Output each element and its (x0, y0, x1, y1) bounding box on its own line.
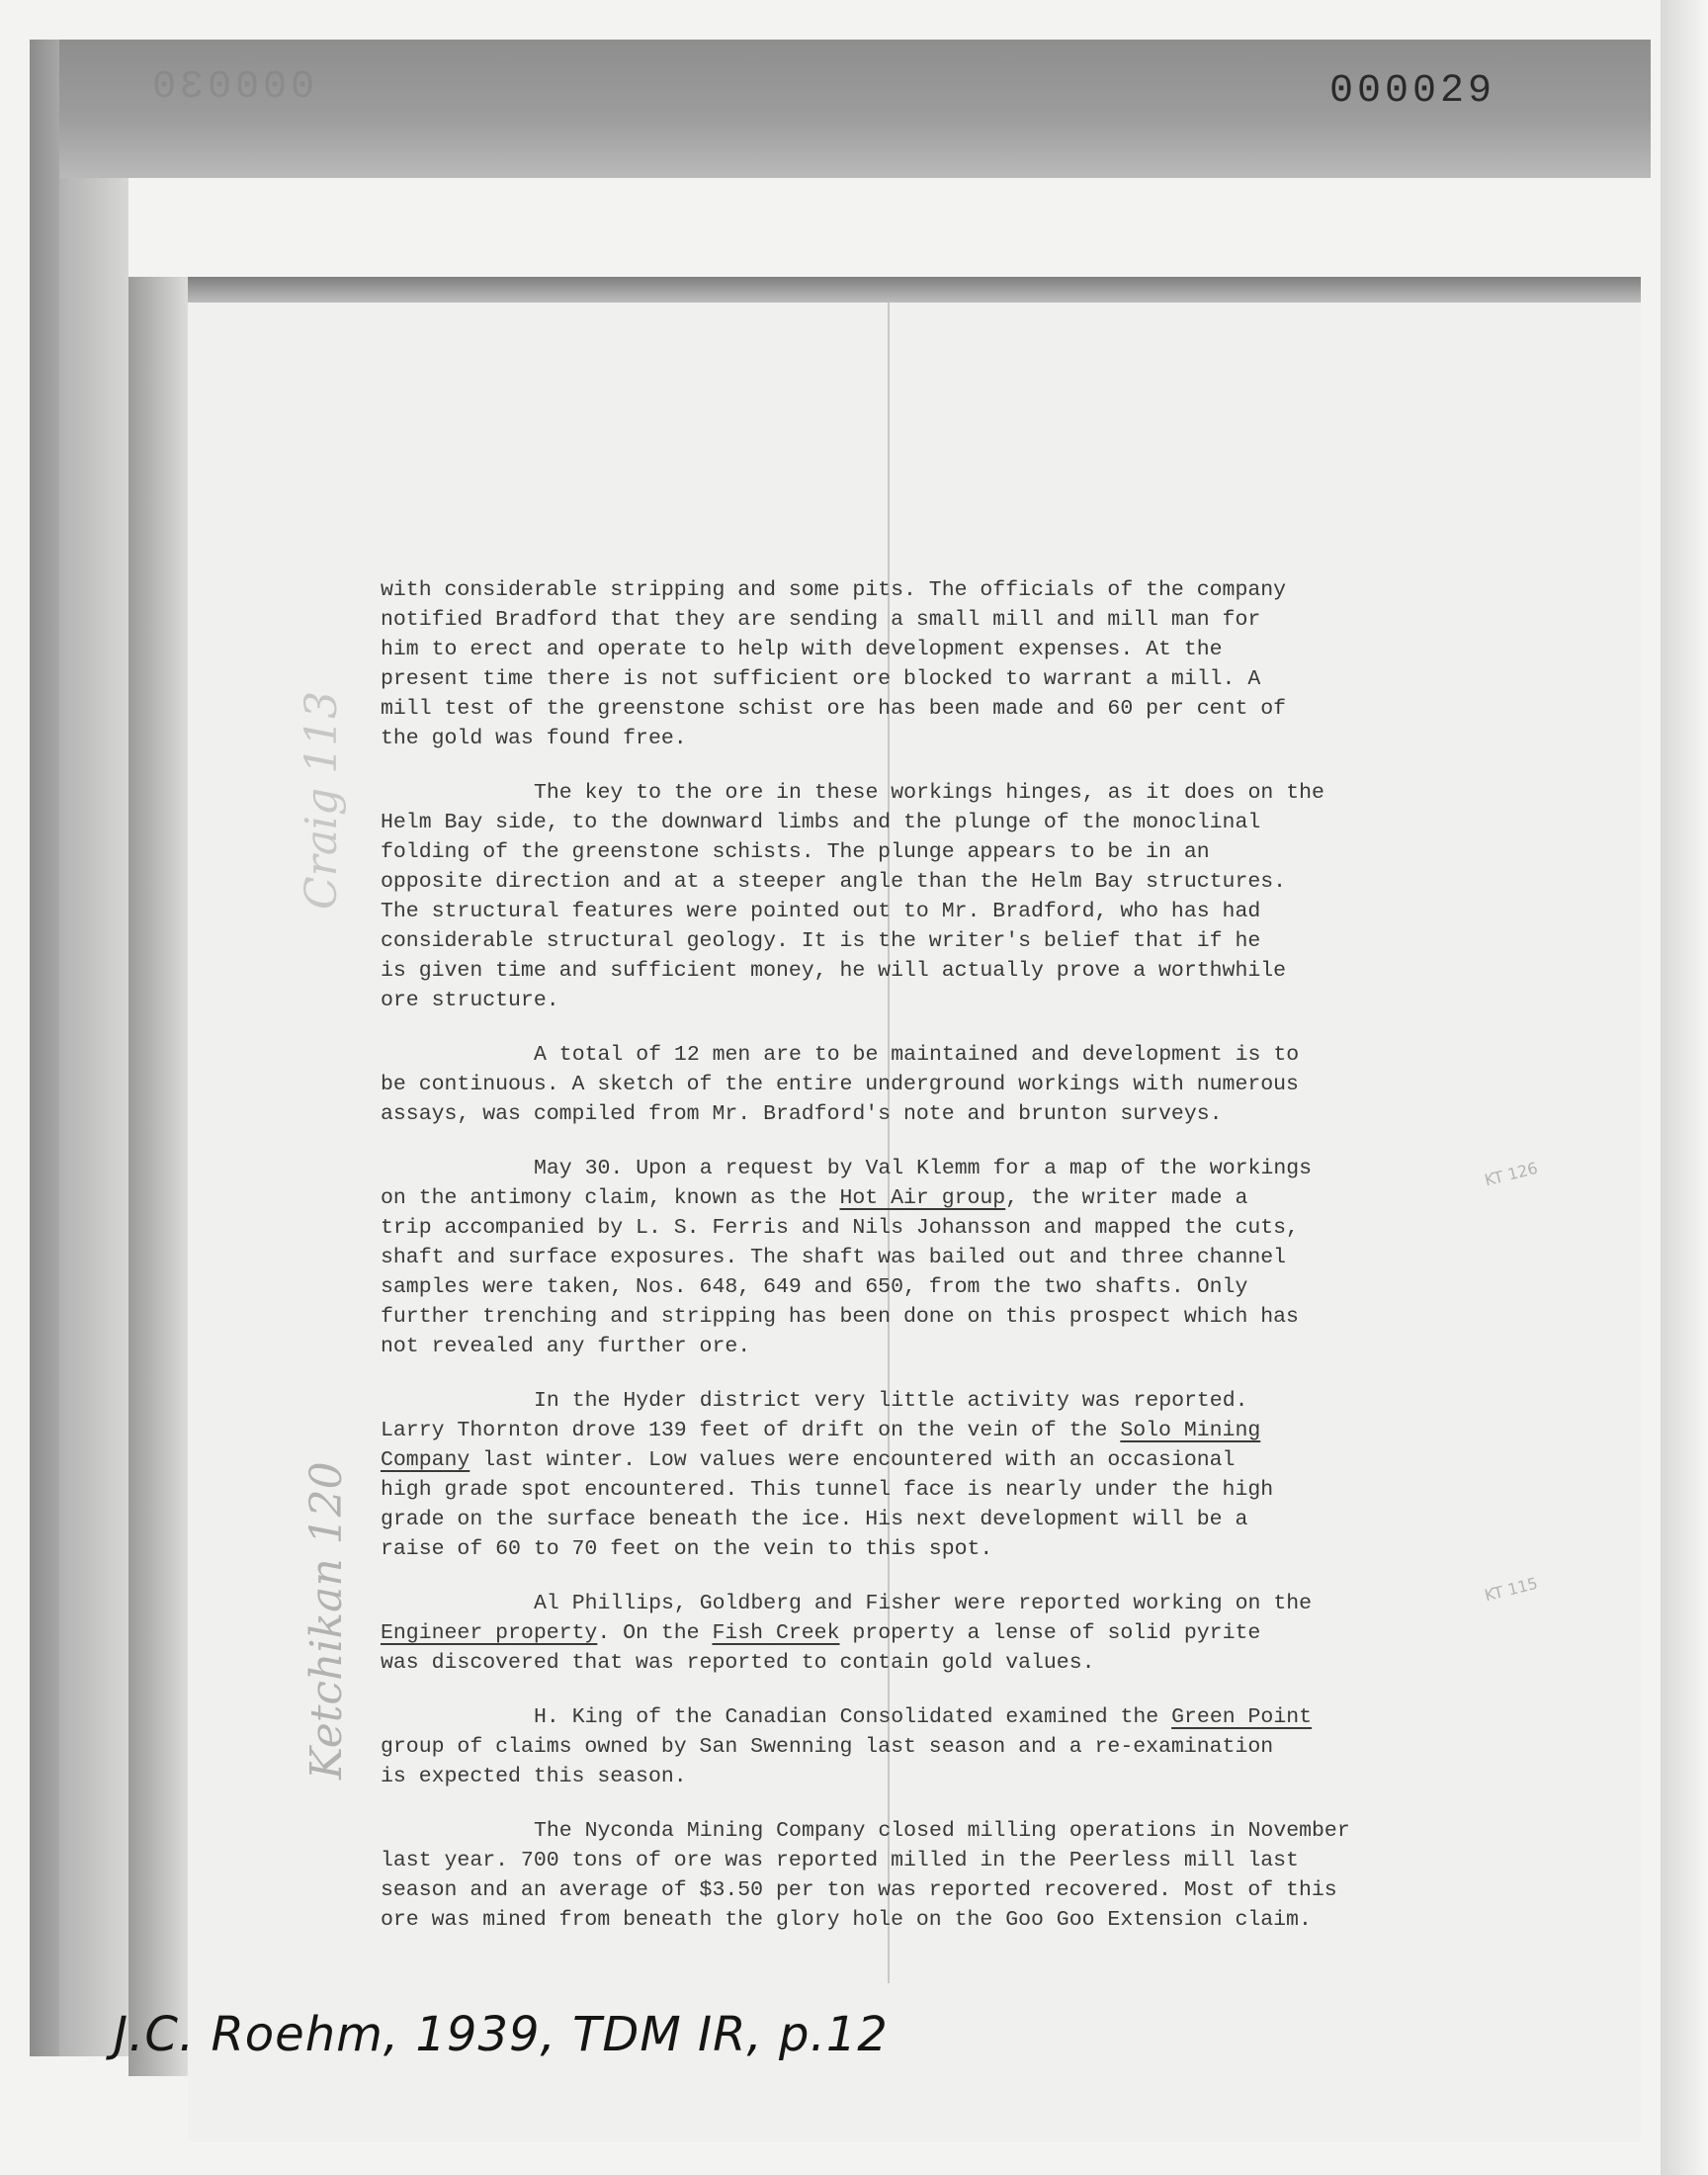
text-line: opposite direction and at a steeper angle than the Helm Bay structures. (381, 870, 1287, 894)
text-line: H. King of the Canadian Consolidated examined the (534, 1705, 1172, 1729)
text-line: present time there is not sufficient ore blocked to warrant a mill. A (381, 667, 1261, 691)
text-line: with considerable stripping and some pits. The officials of the company (381, 578, 1287, 602)
text-line: last winter. Low values were encountered with an occasional (470, 1448, 1236, 1472)
text-line: mill test of the greenstone schist ore has been made and 60 per cent of (381, 697, 1287, 721)
inner-page-top-shadow (128, 277, 1641, 303)
underlined-property-name: Green Point (1171, 1705, 1313, 1729)
text-line: Helm Bay side, to the downward limbs and the plunge of the monoclinal (381, 811, 1261, 834)
text-line: Al Phillips, Goldberg and Fisher were reported working on the (534, 1592, 1313, 1615)
text-line: In the Hyder district very little activity was reported. (534, 1389, 1248, 1413)
margin-note-craig: Craig 113 (297, 690, 347, 910)
paragraph (381, 1816, 1547, 1935)
text-line: raise of 60 to 70 feet on the vein to this spot. (381, 1537, 993, 1561)
text-line: Larry Thornton drove 139 feet of drift on the vein of the (381, 1419, 1121, 1442)
text-line: considerable structural geology. It is the writer's belief that if he (381, 929, 1261, 953)
text-line: group of claims owned by San Swenning last season and a re-examination (381, 1735, 1274, 1759)
paragraph (381, 1386, 1547, 1564)
edge-note-1: KT 126 (1483, 1158, 1540, 1190)
text-line: season and an average of $3.50 per ton was reported recovered. Most of this (381, 1878, 1337, 1902)
paragraph (381, 778, 1547, 1015)
paragraph (381, 575, 1547, 753)
text-line: property a lense of solid pyrite (839, 1621, 1261, 1645)
paragraph (381, 1040, 1547, 1129)
paragraph (381, 1154, 1547, 1361)
underlined-company-name: Solo Mining (1120, 1419, 1261, 1442)
text-line: May 30. Upon a request by Val Klemm for a map of the workings (534, 1157, 1313, 1180)
edge-note-2: KT 115 (1483, 1573, 1540, 1606)
text-line: was discovered that was reported to contain gold values. (381, 1651, 1095, 1675)
text-line: shaft and surface exposures. The shaft was bailed out and three channel (381, 1246, 1287, 1269)
text-line: the gold was found free. (381, 727, 687, 750)
text-line: grade on the surface beneath the ice. His next development will be a (381, 1508, 1248, 1531)
text-line: . On the (597, 1621, 713, 1645)
text-line: ore structure. (381, 989, 559, 1012)
text-line: is given time and sufficient money, he will actually prove a worthwhile (381, 959, 1287, 983)
margin-note-ketchikan: Ketchikan 120 (301, 1461, 352, 1780)
text-line: ore was mined from beneath the glory hole on the Goo Goo Extension claim. (381, 1908, 1312, 1932)
text-line: A total of 12 men are to be maintained and development is to (534, 1043, 1300, 1067)
page-number: 000029 (1329, 69, 1496, 114)
inner-page-left-shadow (128, 277, 188, 2076)
text-line: him to erect and operate to help with development expenses. At the (381, 638, 1223, 661)
ghost-page-number: 000030 (148, 65, 315, 110)
scan-right-edge (1661, 0, 1708, 2175)
text-line: The key to the ore in these workings hinges, as it does on the (534, 781, 1324, 805)
text-line: last year. 700 tons of ore was reported milled in the Peerless mill last (381, 1849, 1299, 1872)
text-line: further trenching and stripping has been done on this prospect which has (381, 1305, 1299, 1329)
underlined-property-name: Engineer property (381, 1621, 598, 1645)
underlined-property-name: Hot Air group (839, 1186, 1006, 1210)
underlined-company-name: Company (381, 1448, 470, 1472)
text-line: on the antimony claim, known as the (381, 1186, 840, 1210)
text-line: assays, was compiled from Mr. Bradford's note and brunton surveys. (381, 1102, 1223, 1126)
underlined-property-name: Fish Creek (712, 1621, 840, 1645)
paragraph (381, 1702, 1547, 1791)
text-line: The Nyconda Mining Company closed milling operations in November (534, 1819, 1350, 1843)
text-line: notified Bradford that they are sending a small mill and mill man for (381, 608, 1261, 632)
text-line: trip accompanied by L. S. Ferris and Nils Johansson and mapped the cuts, (381, 1216, 1299, 1240)
text-line: is expected this season. (381, 1765, 687, 1788)
report-body (381, 575, 1547, 1959)
text-line: not revealed any further ore. (381, 1335, 751, 1358)
handwritten-citation: J.C. Roehm, 1939, TDM IR, p.12 (114, 2007, 889, 2062)
text-line: , the writer made a (1005, 1186, 1248, 1210)
text-line: be continuous. A sketch of the entire underground workings with numerous (381, 1073, 1299, 1096)
text-line: high grade spot encountered. This tunnel face is nearly under the high (381, 1478, 1274, 1502)
text-line: The structural features were pointed out to Mr. Bradford, who has had (381, 900, 1261, 923)
text-line: folding of the greenstone schists. The plunge appears to be in an (381, 840, 1210, 864)
scan-left-margin (59, 178, 128, 2056)
scan-left-shadow (30, 40, 59, 2056)
text-line: samples were taken, Nos. 648, 649 and 650, from the two shafts. Only (381, 1275, 1248, 1299)
paragraph (381, 1589, 1547, 1678)
